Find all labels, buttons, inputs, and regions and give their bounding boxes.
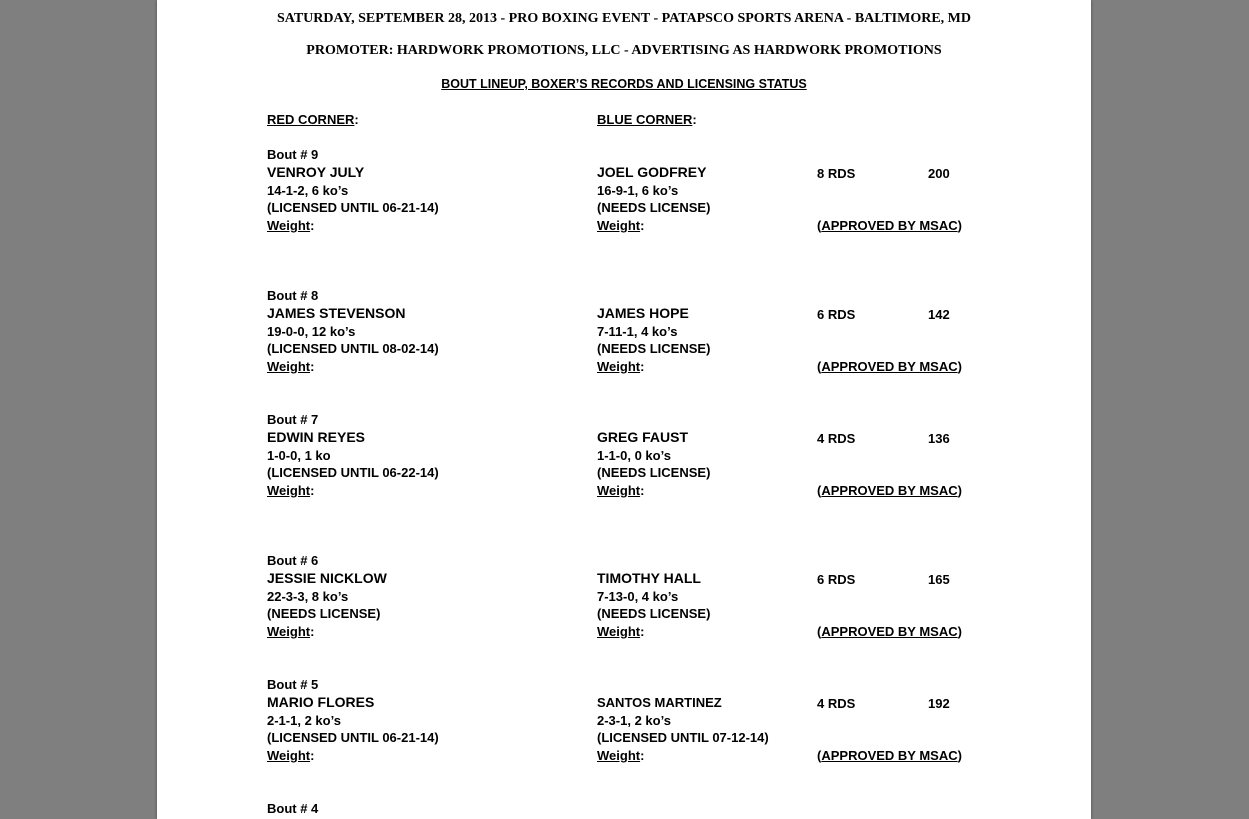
approval-close: ) <box>957 359 962 374</box>
approval-open: ( <box>817 218 822 233</box>
red-weight-field <box>267 623 314 640</box>
blue-boxer-record: 7-11-1, 4 ko’s <box>597 324 678 339</box>
red-boxer-license: (LICENSED UNTIL 06-22-14) <box>267 465 439 480</box>
weight-class: 136 <box>928 431 950 446</box>
blue-boxer-license: (NEEDS LICENSE) <box>597 465 711 480</box>
bout-label: Bout # 6 <box>267 553 319 568</box>
red-boxer-license: (LICENSED UNTIL 06-21-14) <box>267 730 439 745</box>
red-boxer-license: (NEEDS LICENSE) <box>267 606 381 621</box>
blue-boxer-record: 16-9-1, 6 ko’s <box>597 183 679 198</box>
weight-label: Weight <box>267 359 311 374</box>
approval-open: ( <box>817 483 822 498</box>
red-weight-field <box>267 482 314 499</box>
approval-status <box>817 482 962 499</box>
weight-colon: : <box>310 748 315 763</box>
weight-label: Weight <box>267 218 311 233</box>
red-boxer-record: 22-3-3, 8 ko’s <box>267 589 349 604</box>
weight-label: Weight <box>267 748 311 763</box>
approval-open: ( <box>817 624 822 639</box>
weight-label: Weight <box>267 624 311 639</box>
approval-text: APPROVED BY MSAC <box>821 748 958 763</box>
weight-colon: : <box>310 483 315 498</box>
approval-text: APPROVED BY MSAC <box>821 359 958 374</box>
weight-colon: : <box>640 359 645 374</box>
blue-boxer-name: TIMOTHY HALL <box>597 570 701 586</box>
blue-boxer-license: (NEEDS LICENSE) <box>597 341 711 356</box>
weight-class: 192 <box>928 696 950 711</box>
approval-close: ) <box>957 483 962 498</box>
approval-close: ) <box>957 218 962 233</box>
red-boxer-name: VENROY JULY <box>267 164 365 180</box>
blue-corner-heading: BLUE CORNER: <box>597 112 697 127</box>
weight-colon: : <box>640 624 645 639</box>
rounds: 4 RDS <box>817 696 856 711</box>
approval-close: ) <box>957 624 962 639</box>
weight-colon: : <box>640 748 645 763</box>
approval-close: ) <box>957 748 962 763</box>
blue-boxer-license: (LICENSED UNTIL 07-12-14) <box>597 730 769 745</box>
bout-label: Bout # 5 <box>267 677 319 692</box>
red-boxer-name: MARIO FLORES <box>267 694 375 710</box>
blue-boxer-name: JOEL GODFREY <box>597 164 707 180</box>
bout-label: Bout # 9 <box>267 147 319 162</box>
weight-label: Weight <box>267 483 311 498</box>
approval-text: APPROVED BY MSAC <box>821 483 958 498</box>
weight-label: Weight <box>597 359 641 374</box>
approval-status <box>817 747 962 764</box>
red-boxer-name: EDWIN REYES <box>267 429 366 445</box>
approval-open: ( <box>817 359 822 374</box>
weight-colon: : <box>310 359 315 374</box>
red-boxer-record: 19-0-0, 12 ko’s <box>267 324 356 339</box>
approval-status <box>817 358 962 375</box>
document-page <box>157 0 1091 819</box>
rounds: 4 RDS <box>817 431 856 446</box>
bout-label: Bout # 4 <box>267 801 319 816</box>
rounds: 6 RDS <box>817 572 856 587</box>
approval-text: APPROVED BY MSAC <box>821 218 958 233</box>
bout-label: Bout # 7 <box>267 412 319 427</box>
weight-label: Weight <box>597 483 641 498</box>
weight-class: 165 <box>928 572 950 587</box>
weight-class: 142 <box>928 307 950 322</box>
approval-status <box>817 217 962 234</box>
approval-text: APPROVED BY MSAC <box>821 624 958 639</box>
rounds: 6 RDS <box>817 307 856 322</box>
event-title: SATURDAY, SEPTEMBER 28, 2013 - PRO BOXING EVENT - PATAPSCO SPORTS ARENA - BALTIMORE, MD <box>276 11 972 26</box>
blue-weight-field <box>597 623 644 640</box>
red-weight-field <box>267 217 314 234</box>
weight-colon: : <box>640 218 645 233</box>
blue-boxer-license: (NEEDS LICENSE) <box>597 200 711 215</box>
blue-boxer-license: (NEEDS LICENSE) <box>597 606 711 621</box>
weight-colon: : <box>640 483 645 498</box>
red-corner-heading: RED CORNER: <box>267 112 359 127</box>
blue-weight-field <box>597 482 644 499</box>
blue-weight-field <box>597 217 644 234</box>
rounds: 8 RDS <box>817 166 856 181</box>
weight-label: Weight <box>597 218 641 233</box>
red-boxer-record: 2-1-1, 2 ko’s <box>267 713 341 728</box>
blue-boxer-record: 1-1-0, 0 ko’s <box>597 448 671 463</box>
bout-label: Bout # 8 <box>267 288 319 303</box>
lineup-subtitle: BOUT LINEUP, BOXER’S RECORDS AND LICENSING STATUS <box>441 77 807 91</box>
red-boxer-record: 14-1-2, 6 ko’s <box>267 183 349 198</box>
red-boxer-name: JAMES STEVENSON <box>267 305 406 321</box>
approval-status <box>817 623 962 640</box>
red-boxer-license: (LICENSED UNTIL 06-21-14) <box>267 200 439 215</box>
weight-class: 200 <box>928 166 950 181</box>
red-boxer-name: JESSIE NICKLOW <box>267 570 387 586</box>
weight-label: Weight <box>597 748 641 763</box>
approval-open: ( <box>817 748 822 763</box>
blue-weight-field <box>597 747 644 764</box>
weight-colon: : <box>310 624 315 639</box>
red-boxer-license: (LICENSED UNTIL 08-02-14) <box>267 341 439 356</box>
blue-weight-field <box>597 358 644 375</box>
blue-boxer-record: 2-3-1, 2 ko’s <box>597 713 671 728</box>
red-boxer-record: 1-0-0, 1 ko <box>267 448 331 463</box>
blue-boxer-name: JAMES HOPE <box>597 305 689 321</box>
blue-boxer-record: 7-13-0, 4 ko’s <box>597 589 679 604</box>
blue-boxer-name: GREG FAUST <box>597 429 689 445</box>
promoter-line: PROMOTER: HARDWORK PROMOTIONS, LLC - ADVERTISING AS HARDWORK PROMOTIONS <box>306 43 942 58</box>
weight-colon: : <box>310 218 315 233</box>
blue-boxer-name: SANTOS MARTINEZ <box>597 695 722 710</box>
red-weight-field <box>267 747 314 764</box>
weight-label: Weight <box>597 624 641 639</box>
red-weight-field <box>267 358 314 375</box>
